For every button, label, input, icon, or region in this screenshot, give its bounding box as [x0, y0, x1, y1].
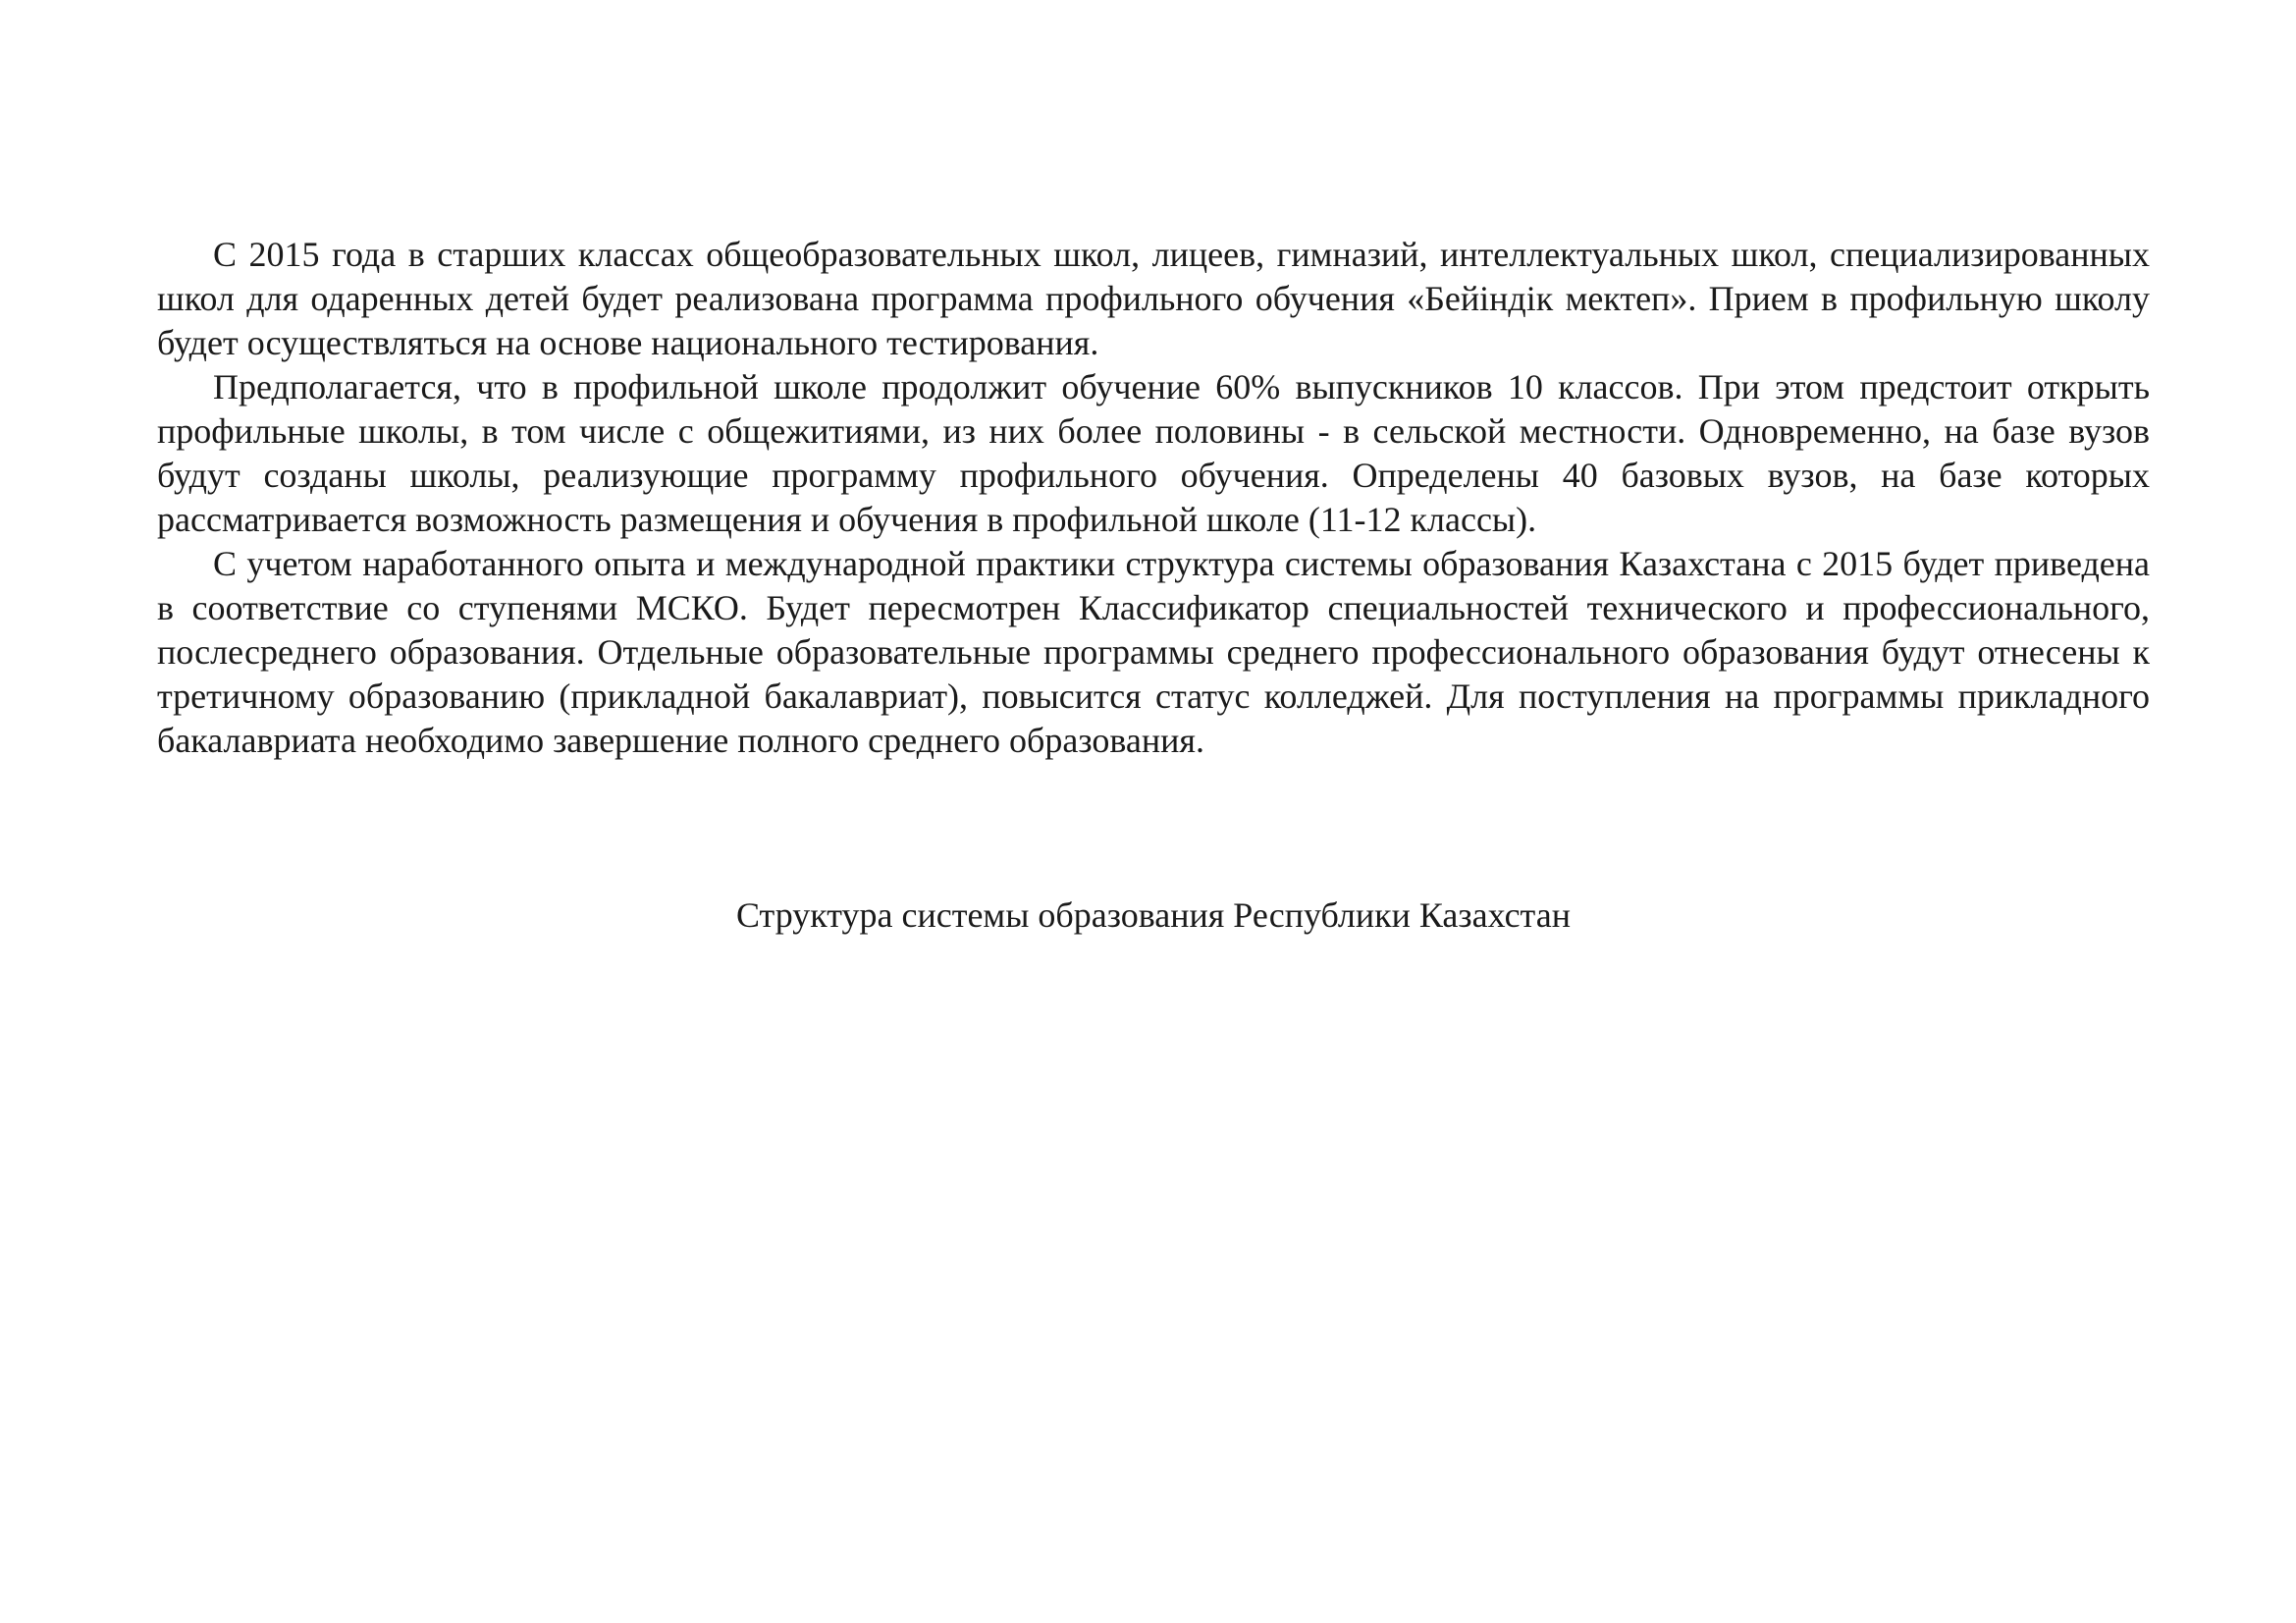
paragraph-graduates-share: Предполагается, что в профильной школе продолжит обучение 60% выпускников 10 классов. При этом предстоит открыть профильные школы, в том числе с общежитиями, из них более половины - в сельской местности. Одновременно, на базе вузов будут созданы школы, реализующие программу профильного обучения. Определены 40 базовых вузов, на базе которых рассматривается возможность размещения и обучения в профильной школе (11-12 классы).	[157, 367, 2150, 539]
paragraph-education-structure: С учетом наработанного опыта и международной практики структура системы образования Казахстана с 2015 будет приведена в соответствие со ступенями МСКО. Будет пересмотрен Классификатор специальностей технического и профессионального, послесреднего образования. Отдельные образовательные программы среднего профессионального образования будут отнесены к третичному образованию (прикладной бакалавриат), повысится статус колледжей. Для поступления на программы прикладного бакалавриата необходимо завершение полного среднего образования.	[157, 544, 2150, 760]
figure-caption: Структура системы образования Республики Казахстан	[736, 895, 1571, 935]
body-text	[157, 233, 2150, 763]
paragraph-profile-schools: С 2015 года в старших классах общеобразовательных школ, лицеев, гимназий, интеллектуальных школ, специализированных школ для одаренных детей будет реализована программа профильного обучения «Бейіндік мектеп». Прием в профильную школу будет осуществляться на основе национального тестирования.	[157, 235, 2150, 362]
